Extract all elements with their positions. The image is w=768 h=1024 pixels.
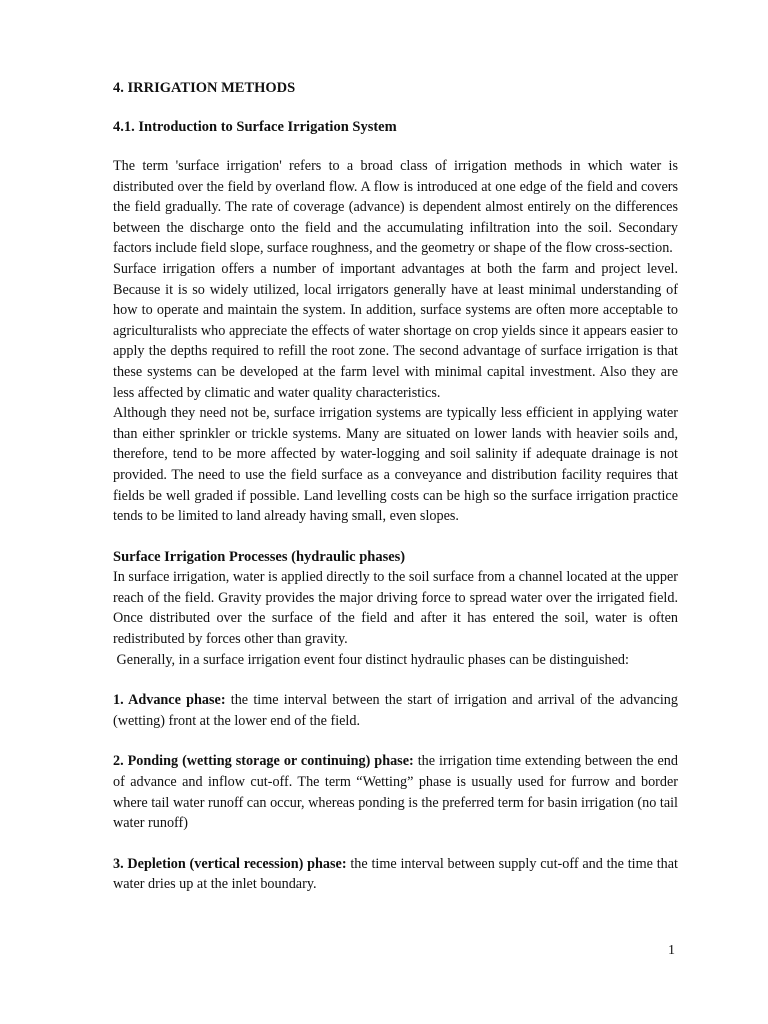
phase-ponding bbox=[113, 751, 678, 833]
phase-depletion bbox=[113, 854, 678, 895]
intro-paragraph-2: Surface irrigation offers a number of important advantages at both the farm and project level. Because it is so widely utilized, local irrigators generally have at least minimal understanding of how to operate and maintain the system. In addition, surface systems are often more acceptable to agriculturalists who appreciate the effects of water shortage on crop yields since it appears easier to apply the depths required to refill the root zone. The second advantage of surface irrigation is that these systems can be developed at the farm level with minimal capital investment. Also they are less affected by climatic and water quality characteristics. bbox=[113, 260, 678, 401]
phase-advance bbox=[113, 690, 678, 731]
phase-advance-lead: 1. Advance phase: bbox=[113, 692, 226, 709]
processes-paragraph-2: Generally, in a surface irrigation event four distinct hydraulic phases can be distinguished: bbox=[113, 651, 629, 668]
phase-depletion-text: the time interval between supply cut-off and the time that water dries up at the inlet boundary. bbox=[113, 855, 678, 893]
chapter-heading: 4. IRRIGATION METHODS bbox=[113, 80, 296, 96]
processes-heading: Surface Irrigation Processes (hydraulic phases) bbox=[113, 548, 406, 565]
document-page bbox=[113, 78, 678, 895]
section-heading: 4.1. Introduction to Surface Irrigation System bbox=[113, 119, 397, 135]
phase-depletion-lead: 3. Depletion (vertical recession) phase: bbox=[113, 855, 347, 872]
phase-ponding-lead: 2. Ponding (wetting storage or continuing) phase: bbox=[113, 753, 414, 770]
phase-advance-text: the time interval between the start of irrigation and arrival of the advancing (wetting) front at the lower end of the field. bbox=[113, 692, 678, 729]
intro-paragraph-1: The term 'surface irrigation' refers to a broad class of irrigation methods in which water is distributed over the field by overland flow. A flow is introduced at one edge of the field and covers the field gradually. The rate of coverage (advance) is dependent almost entirely on the differences between the discharge onto the field and the accumulating infiltration into the soil. Secondary factors include field slope, surface roughness, and the geometry or shape of the flow cross-section. bbox=[113, 158, 678, 257]
page-number: 1 bbox=[668, 943, 675, 958]
processes-paragraph-1: In surface irrigation, water is applied directly to the soil surface from a channel located at the upper reach of the field. Gravity provides the major driving force to spread water over the irrigated field. Once distributed over the surface of the field and after it has entered the soil, water is often redistributed by forces other than gravity. bbox=[113, 569, 678, 648]
intro-paragraph-3: Although they need not be, surface irrigation systems are typically less efficient in applying water than either sprinkler or trickle systems. Many are situated on lower lands with heavier soils and, therefore, tend to be more affected by water-logging and soil salinity if adequate drainage is not provided. The need to use the field surface as a conveyance and distribution facility requires that fields be well graded if possible. Land levelling costs can be high so the surface irrigation practice tends to be limited to land already having small, even slopes. bbox=[113, 405, 678, 525]
phase-ponding-text: the irrigation time extending between the end of advance and inflow cut-off. The term “Wetting” phase is usually used for furrow and border where tail water runoff can occur, whereas ponding is the preferred term for basin irrigation (no tail water runoff) bbox=[113, 753, 678, 832]
